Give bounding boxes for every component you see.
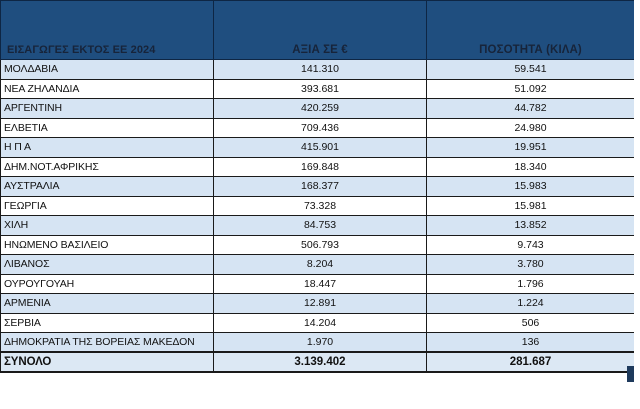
cell-quantity[interactable]: 24.980 <box>427 118 635 138</box>
cell-quantity[interactable]: 15.983 <box>427 177 635 197</box>
cell-value[interactable]: 84.753 <box>214 216 427 236</box>
cell-quantity[interactable]: 1.796 <box>427 274 635 294</box>
cell-value[interactable]: 8.204 <box>214 255 427 275</box>
cell-quantity[interactable]: 9.743 <box>427 235 635 255</box>
cell-country[interactable]: ΟΥΡΟΥΓΟΥΑΗ <box>1 274 214 294</box>
table-row <box>1 118 635 138</box>
cell-quantity[interactable]: 13.852 <box>427 216 635 236</box>
cell-quantity[interactable]: 136 <box>427 333 635 353</box>
cell-country[interactable]: ΑΡΜΕΝΙΑ <box>1 294 214 314</box>
cell-country[interactable]: ΔΗΜΟΚΡΑΤΙΑ ΤΗΣ ΒΟΡΕΙΑΣ ΜΑΚΕΔΟΝ <box>1 333 214 353</box>
table-row <box>1 138 635 158</box>
cell-value[interactable]: 709.436 <box>214 118 427 138</box>
cell-value[interactable]: 12.891 <box>214 294 427 314</box>
total-label[interactable]: ΣΥΝΟΛΟ <box>1 352 214 372</box>
cell-quantity[interactable]: 3.780 <box>427 255 635 275</box>
cell-country[interactable]: Η Π Α <box>1 138 214 158</box>
header-quantity[interactable]: ΠΟΣΟΤΗΤΑ (ΚΙΛΑ) <box>427 1 635 60</box>
cell-country[interactable]: ΧΙΛΗ <box>1 216 214 236</box>
table-row <box>1 255 635 275</box>
cell-quantity[interactable]: 18.340 <box>427 157 635 177</box>
table-row <box>1 294 635 314</box>
total-row <box>1 352 635 372</box>
cell-value[interactable]: 415.901 <box>214 138 427 158</box>
cell-quantity[interactable]: 44.782 <box>427 99 635 119</box>
cell-country[interactable]: ΗΝΩΜΕΝΟ ΒΑΣΙΛΕΙΟ <box>1 235 214 255</box>
cell-country[interactable]: ΜΟΛΔΑΒΙΑ <box>1 60 214 80</box>
cell-quantity[interactable]: 506 <box>427 313 635 333</box>
table-row <box>1 235 635 255</box>
table-row <box>1 157 635 177</box>
cell-country[interactable]: ΝΕΑ ΖΗΛΑΝΔΙΑ <box>1 79 214 99</box>
cell-country[interactable]: ΑΡΓΕΝΤΙΝΗ <box>1 99 214 119</box>
cell-value[interactable]: 141.310 <box>214 60 427 80</box>
table-row <box>1 196 635 216</box>
table-row <box>1 99 635 119</box>
cell-value[interactable]: 420.259 <box>214 99 427 119</box>
cell-quantity[interactable]: 51.092 <box>427 79 635 99</box>
cell-quantity[interactable]: 19.951 <box>427 138 635 158</box>
header-country[interactable]: ΕΙΣΑΓΩΓΕΣ ΕΚΤΟΣ ΕΕ 2024 <box>1 1 214 60</box>
cell-country[interactable]: ΓΕΩΡΓΙΑ <box>1 196 214 216</box>
sheet-right-margin <box>634 0 640 409</box>
table-body <box>1 60 635 373</box>
table-row <box>1 79 635 99</box>
cell-value[interactable]: 168.377 <box>214 177 427 197</box>
header-value[interactable]: ΑΞΙΑ ΣΕ € <box>214 1 427 60</box>
cell-country[interactable]: ΔΗΜ.ΝΟΤ.ΑΦΡΙΚΗΣ <box>1 157 214 177</box>
cell-quantity[interactable]: 59.541 <box>427 60 635 80</box>
table-row <box>1 60 635 80</box>
cell-value[interactable]: 14.204 <box>214 313 427 333</box>
table-row <box>1 274 635 294</box>
cell-value[interactable]: 18.447 <box>214 274 427 294</box>
header-row <box>1 1 635 60</box>
table-row <box>1 177 635 197</box>
cell-value[interactable]: 1.970 <box>214 333 427 353</box>
cell-quantity[interactable]: 15.981 <box>427 196 635 216</box>
cell-country[interactable]: ΕΛΒΕΤΙΑ <box>1 118 214 138</box>
cell-value[interactable]: 393.681 <box>214 79 427 99</box>
total-quantity[interactable]: 281.687 <box>427 352 635 372</box>
total-value[interactable]: 3.139.402 <box>214 352 427 372</box>
cell-country[interactable]: ΑΥΣΤΡΑΛΙΑ <box>1 177 214 197</box>
table-row <box>1 216 635 236</box>
table-row <box>1 313 635 333</box>
sheet-corner-mark <box>627 366 634 382</box>
cell-quantity[interactable]: 1.224 <box>427 294 635 314</box>
cell-value[interactable]: 506.793 <box>214 235 427 255</box>
cell-country[interactable]: ΣΕΡΒΙΑ <box>1 313 214 333</box>
cell-country[interactable]: ΛΙΒΑΝΟΣ <box>1 255 214 275</box>
cell-value[interactable]: 73.328 <box>214 196 427 216</box>
cell-value[interactable]: 169.848 <box>214 157 427 177</box>
table-header <box>1 1 635 60</box>
table-row <box>1 333 635 353</box>
